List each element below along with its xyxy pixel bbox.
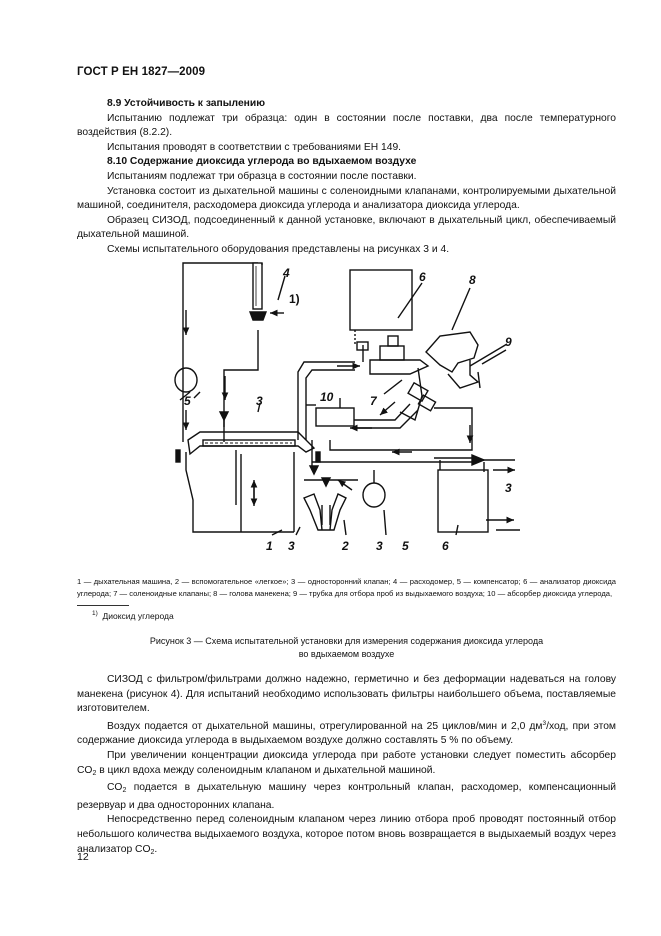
label-3-right: 3 — [505, 481, 512, 495]
superscript: 3 — [542, 719, 547, 727]
label-6-top: 6 — [419, 270, 426, 284]
paragraph: Испытаниям подлежат три образца в состоянии после поставки. — [107, 170, 417, 182]
label-4: 4 — [283, 266, 290, 280]
label-1: 1 — [266, 539, 273, 553]
paragraph — [77, 749, 616, 781]
label-8: 8 — [469, 273, 476, 287]
section-title-8-10: 8.10 Содержание диоксида углерода во вдыхаемом воздухе — [107, 156, 417, 168]
text-run: CO — [107, 782, 123, 794]
text-run: Воздух подается от дыхательной машины, отрегулированной на 25 циклов/мин и 2,0 дм — [107, 720, 543, 732]
text-run: . — [154, 843, 158, 855]
paragraph — [77, 717, 616, 749]
text-run: в цикл вдоха между соленоидным клапаном и дыхательной машиной. — [96, 764, 436, 776]
footnote-ref: 1) — [289, 292, 300, 306]
label-6-bottom: 6 — [442, 539, 449, 553]
text-run: подается в дыхательную машину через контрольный клапан, расходомер, компенсационный резервуар и два односторонних клапана. — [77, 782, 616, 811]
subscript: 2 — [122, 787, 127, 795]
text-block-bottom — [77, 673, 616, 860]
paragraph: Образец СИЗОД, подсоединенный к данной установке, включают в дыхательный цикл, обеспечиваемый дыхательной машиной. — [77, 214, 616, 241]
section-title-8-9: 8.9 Устойчивость к запылению — [107, 98, 266, 109]
label-10: 10 — [320, 390, 334, 404]
label-7: 7 — [370, 394, 377, 408]
subscript: 2 — [150, 848, 155, 856]
page-number: 12 — [77, 851, 89, 863]
standard-header: ГОСТ Р ЕН 1827—2009 — [77, 66, 206, 78]
paragraph: Испытания проводят в соответствии с требованиями ЕН 149. — [107, 141, 402, 153]
label-5-bottom: 5 — [402, 539, 409, 553]
footnote-text: Диоксид углерода — [102, 611, 174, 621]
figure-legend: 1 — дыхательная машина, 2 — вспомогательное «легкое»; 3 — односторонний клапан; 4 — расходомер, 5 — компенсатор; 6 — анализатор диоксида углерода; 7 — соленоидные клапаны; 8 — голова манекена; 9 — трубка для отбора проб из выдыхаемого воздуха; 10 — абсорбер диоксида углерода, — [77, 577, 616, 598]
label-2: 2 — [342, 539, 349, 553]
figure-caption — [77, 635, 616, 661]
paragraph — [77, 781, 616, 813]
figure-caption-line-1: Рисунок 3 — Схема испытательной установки для измерения содержания диоксида углерода — [149, 636, 544, 646]
footnote — [92, 610, 174, 621]
text-run: /ход, при этом содержание диоксида углерода в выдыхаемом воздухе должно составлять 5 % по объему. — [77, 720, 616, 747]
label-5-left: 5 — [184, 394, 191, 408]
text-run: При увеличении концентрации диоксида углерода при работе установки следует поместить абсорбер CO — [77, 749, 616, 776]
label-9: 9 — [505, 335, 512, 349]
paragraph: Испытанию подлежат три образца: один в состоянии после поставки, два после температурного воздействия (8.2.2). — [77, 112, 616, 139]
label-3-left: 3 — [256, 394, 263, 408]
label-3-bottom-a: 3 — [288, 539, 295, 553]
paragraph: Установка состоит из дыхательной машины с соленоидными клапанами, контролируемыми дыхательной машиной, соединителя, расходомера диоксида углерода и анализатора диоксида углерода. — [77, 185, 616, 212]
paragraph: Схемы испытательного оборудования представлены на рисунках 3 и 4. — [107, 243, 450, 255]
figure-caption-line-2: во вдыхаемом воздухе — [298, 649, 395, 659]
footnote-mark: 1) — [92, 610, 98, 617]
subscript: 2 — [92, 769, 97, 777]
paragraph: СИЗОД с фильтром/фильтрами должно надежно, герметично и без деформации надеваться на голову манекена (рисунок 4). Для испытаний необходимо использовать фильтры наибольшего объема, поставляемые изготовителем. — [77, 674, 616, 715]
label-3-bottom-b: 3 — [376, 539, 383, 553]
footnote-divider — [77, 605, 129, 606]
paragraph — [77, 813, 616, 860]
text-run: Непосредственно перед соленоидным клапаном через линию отбора проб проводят постоянный отбор небольшого количества выдыхаемого воздуха, которое потом вновь возвращается в выдыхаемый воздух через анализатор CO — [77, 814, 616, 855]
